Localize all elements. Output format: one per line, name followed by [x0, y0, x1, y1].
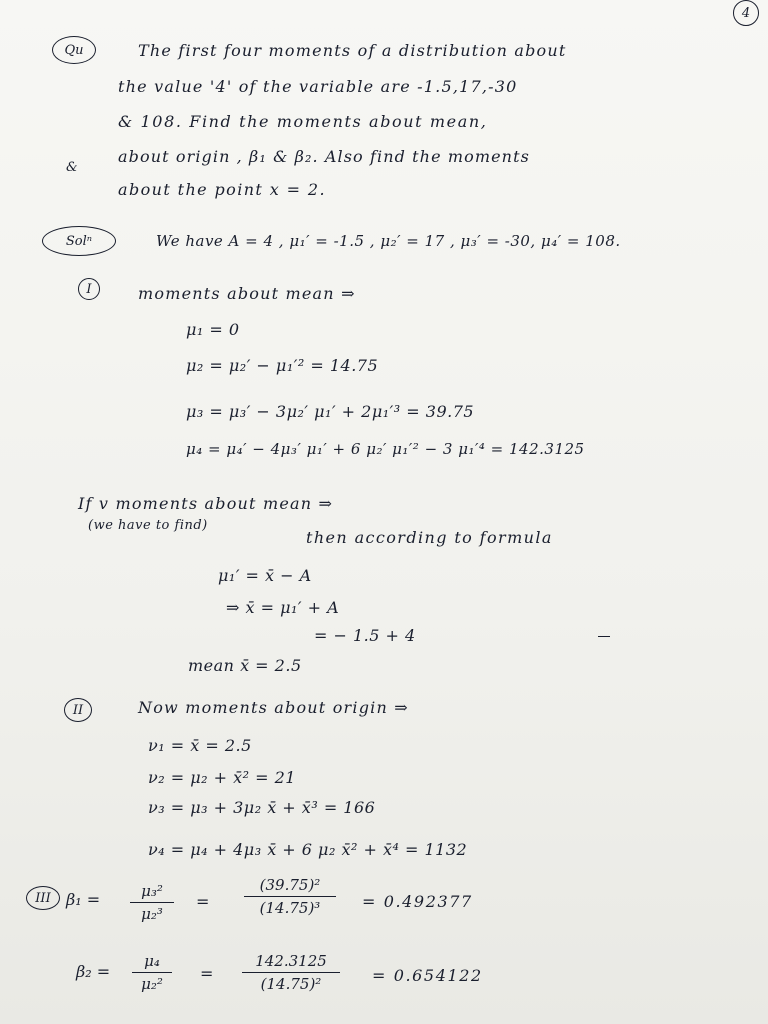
beta2-den-val: (14.75)²	[260, 975, 322, 993]
beta2-den: μ₂²	[141, 975, 163, 993]
mean-calc-3: = − 1.5 + 4	[314, 626, 416, 645]
nu4-line: ν₄ = μ₄ + 4μ₃ x̄ + 6 μ₂ x̄² + x̄⁴ = 1132	[148, 840, 468, 859]
beta1-den-val: (14.75)³	[259, 899, 321, 917]
question-line-3: & 108. Find the moments about mean,	[118, 112, 488, 131]
beta1-symbolic	[130, 882, 174, 923]
given-values: We have A = 4 , μ₁′ = -1.5 , μ₂′ = 17 , μ₃′ = -30, μ₄′ = 108.	[156, 232, 621, 250]
nu2-line: ν₂ = μ₂ + x̄² = 21	[148, 768, 296, 787]
section-2-heading: Now moments about origin ⇒	[138, 698, 409, 717]
mean-calc-1: μ₁′ = x̄ − A	[218, 566, 312, 585]
fraction-bar	[244, 896, 336, 897]
section-3-marker	[26, 886, 60, 910]
section-2-marker	[64, 698, 92, 722]
mu2-line: μ₂ = μ₂′ − μ₁′² = 14.75	[186, 356, 379, 375]
mu4-line: μ₄ = μ₄′ − 4μ₃′ μ₁′ + 6 μ₂′ μ₁′² − 3 μ₁′⁴ = 142.3125	[186, 440, 585, 458]
fraction-bar	[130, 902, 174, 903]
fraction-bar	[242, 972, 340, 973]
beta1-result: = 0.492377	[362, 892, 473, 911]
beta2-num-val: 142.3125	[255, 952, 327, 970]
section-1-marker	[78, 278, 100, 300]
nu3-line: ν₃ = μ₃ + 3μ₂ x̄ + x̄³ = 166	[148, 798, 376, 817]
beta1-den: μ₂³	[141, 905, 163, 923]
question-line-5: about the point x = 2.	[118, 180, 327, 199]
nu1-line: ν₁ = x̄ = 2.5	[148, 736, 252, 755]
section-2-num: II	[72, 702, 84, 718]
beta2-numeric	[242, 952, 340, 993]
mean-note-line-3: then according to formula	[306, 528, 553, 547]
question-line-2: the value '4' of the variable are -1.5,17,-30	[118, 77, 518, 96]
beta1-equals: =	[196, 892, 210, 911]
mean-calc-2: ⇒ x̄ = μ₁′ + A	[226, 598, 340, 617]
beta1-num: μ₃²	[141, 882, 163, 900]
solution-label	[42, 226, 116, 256]
mean-note-line-1: If v moments about mean ⇒	[78, 494, 334, 513]
beta2-equals: =	[200, 964, 214, 983]
beta2-label: β₂ =	[76, 962, 111, 981]
mu3-line: μ₃ = μ₃′ − 3μ₂′ μ₁′ + 2μ₁′³ = 39.75	[186, 402, 475, 421]
mean-note-line-2: (we have to find)	[88, 518, 208, 533]
page-number	[733, 0, 759, 26]
beta2-result: = 0.654122	[372, 966, 483, 985]
beta2-num: μ₄	[144, 952, 160, 970]
section-3-num: III	[35, 890, 51, 906]
section-1-heading: moments about mean ⇒	[138, 284, 356, 303]
beta2-symbolic	[132, 952, 172, 993]
beta1-label: β₁ =	[66, 890, 101, 909]
beta1-num-val: (39.75)²	[259, 876, 321, 894]
mean-calc-4: mean x̄ = 2.5	[188, 656, 302, 675]
question-stray-mark: &	[66, 160, 79, 175]
question-label-text: Qu	[64, 42, 84, 58]
question-line-4: about origin , β₁ & β₂. Also find the moments	[118, 147, 530, 166]
mu1-line: μ₁ = 0	[186, 320, 240, 339]
section-1-num: I	[86, 281, 92, 297]
beta1-numeric	[244, 876, 336, 917]
fraction-bar	[132, 972, 172, 973]
question-label	[52, 36, 96, 64]
margin-dash	[598, 636, 610, 637]
solution-label-text: Solⁿ	[65, 233, 93, 249]
page-number-text: 4	[741, 5, 751, 21]
question-line-1: The first four moments of a distribution about	[138, 41, 567, 60]
